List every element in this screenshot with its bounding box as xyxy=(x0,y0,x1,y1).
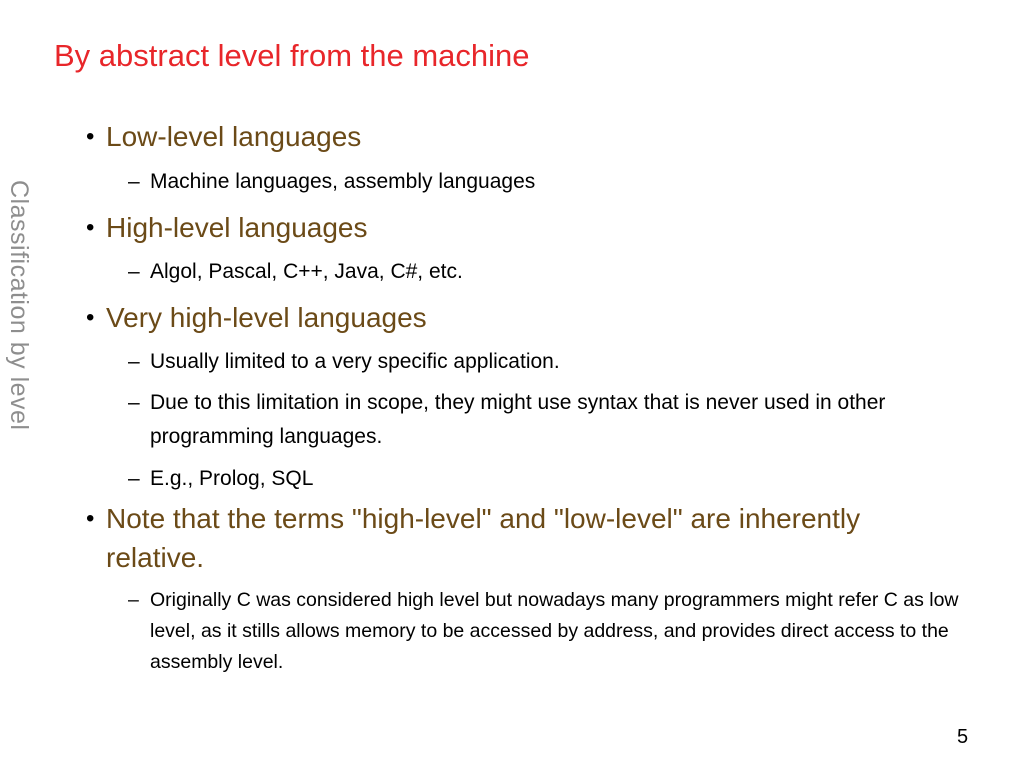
bullet-dot-icon: • xyxy=(86,505,95,532)
bullet-dot-icon: • xyxy=(86,304,95,331)
sub-bullet xyxy=(128,386,950,454)
sub-bullet-text: Algol, Pascal, C++, Java, C#, etc. xyxy=(150,260,463,283)
bullet-dot-icon: • xyxy=(86,123,95,150)
bullet-text: Low-level languages xyxy=(106,121,362,152)
dash-icon: – xyxy=(128,350,140,373)
bullet-dot-icon: • xyxy=(86,214,95,241)
bullet-text: Note that the terms "high-level" and "low-level" are inherently relative. xyxy=(106,503,861,573)
sub-bullet xyxy=(128,165,950,199)
bullet-text: High-level languages xyxy=(106,212,368,243)
bullet-text: Very high-level languages xyxy=(106,302,427,333)
sub-bullet xyxy=(128,345,950,379)
sub-bullet xyxy=(128,462,950,496)
sub-bullet xyxy=(128,585,980,678)
bullet-note-relative xyxy=(86,499,866,577)
bullet-very-high-level xyxy=(86,298,866,337)
sub-bullet-text: E.g., Prolog, SQL xyxy=(150,467,314,490)
dash-icon: – xyxy=(128,391,140,414)
sub-bullet-text: Due to this limitation in scope, they might use syntax that is never used in other programming languages. xyxy=(150,391,886,448)
dash-icon: – xyxy=(128,260,140,283)
bullet-low-level xyxy=(86,117,866,156)
page-number: 5 xyxy=(957,726,969,748)
sub-bullet-text: Usually limited to a very specific application. xyxy=(150,350,560,373)
bullet-high-level xyxy=(86,208,866,247)
dash-icon: – xyxy=(128,170,140,193)
sub-bullet xyxy=(128,255,950,289)
dash-icon: – xyxy=(128,467,140,490)
sub-bullet-text: Machine languages, assembly languages xyxy=(150,170,536,193)
sub-bullet-text: Originally C was considered high level but nowadays many programmers might refer C as low level, as it stills allows memory to be accessed by address, and provides direct access to the assembly level. xyxy=(150,589,959,673)
slide-title: By abstract level from the machine xyxy=(54,38,530,73)
dash-icon: – xyxy=(128,589,139,611)
side-label: Classification by level xyxy=(5,180,33,431)
